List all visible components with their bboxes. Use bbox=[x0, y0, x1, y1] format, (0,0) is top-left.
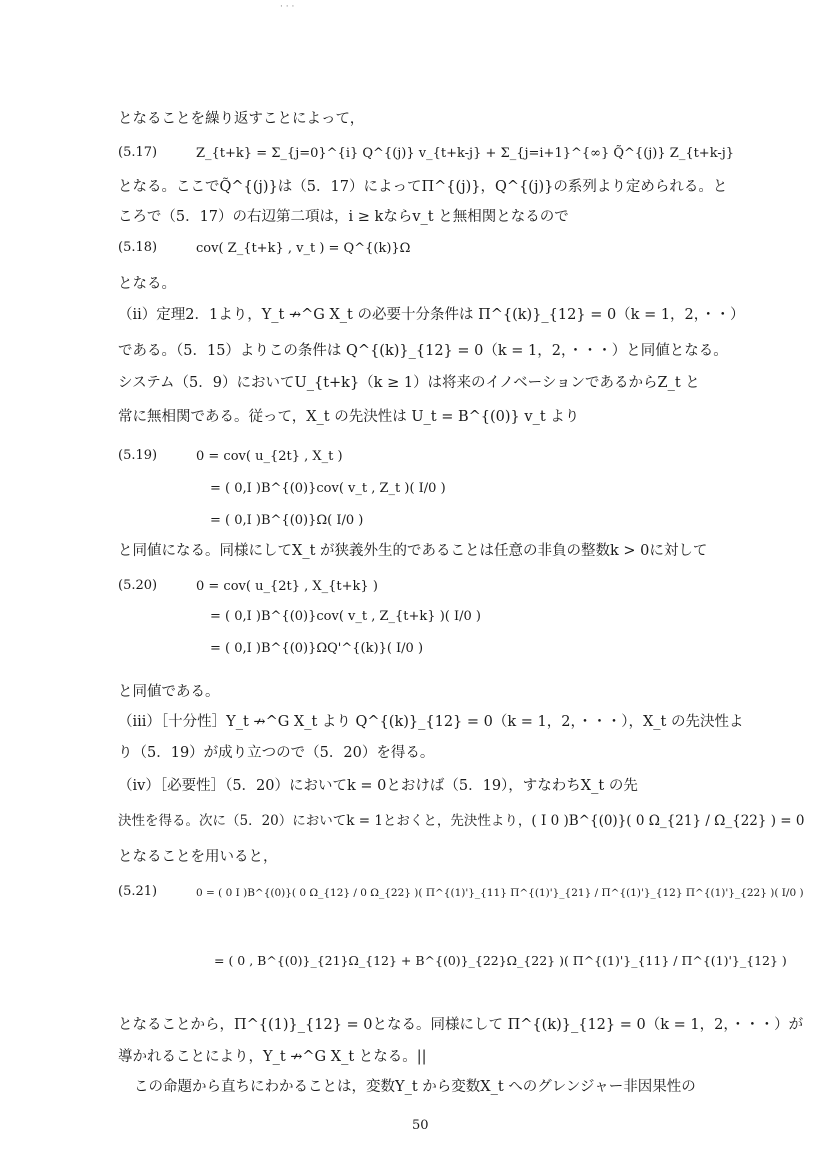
text-line: 導かれることにより，Y_t ↛^G X_t となる。|| bbox=[118, 1049, 427, 1065]
equation: = ( 0,I )B^{(0)}Ω( I/0 ) bbox=[210, 513, 364, 528]
scan-mark: · · · bbox=[280, 2, 295, 12]
equation: = ( 0,I )B^{(0)}ΩQ'^{(k)}( I/0 ) bbox=[210, 641, 424, 656]
equation: 0 = ( 0 I )B^{(0)}( 0 Ω_{12} / 0 Ω_{22} )( Π^{(1)'}_{11} Π^{(1)'}_{21} / Π^{(1)'}_{12} Π^{(1)'}_{22} )( I/0 ) bbox=[196, 887, 804, 899]
equation-number: (5.19) bbox=[118, 448, 158, 463]
text-line: となる。ここでQ̃^{(j)}は（5．17）によってΠ^{(j)}，Q^{(j)}の系列より定められる。と bbox=[118, 179, 728, 195]
equation: cov( Z_{t+k} , v_t ) = Q^{(k)}Ω bbox=[196, 241, 411, 256]
text-line: この命題から直ちにわかることは，変数Y_t から変数X_t へのグレンジャー非因果性の bbox=[134, 1079, 696, 1095]
equation: = ( 0,I )B^{(0)}cov( v_t , Z_{t+k} )( I/0 ) bbox=[210, 609, 481, 624]
text-line: となることを繰り返すことによって， bbox=[118, 111, 365, 127]
page-number: 50 bbox=[412, 1118, 429, 1133]
text-line: （iv）［必要性］（5．20）においてk = 0とおけば（5．19），すなわちX_t の先 bbox=[118, 778, 638, 794]
equation: = ( 0 , B^{(0)}_{21}Ω_{12} + B^{(0)}_{22}Ω_{22} )( Π^{(1)'}_{11} / Π^{(1)'}_{12} ) bbox=[214, 953, 787, 968]
text-line: 常に無相関である。従って，X_t の先決性は U_t = B^{(0)} v_t より bbox=[118, 409, 580, 425]
equation: 0 = cov( u_{2t} , X_{t+k} ) bbox=[196, 579, 378, 594]
equation: 0 = cov( u_{2t} , X_t ) bbox=[196, 449, 343, 464]
text-line: 決性を得る。次に（5．20）においてk = 1とおくと，先決性より，( I 0 )B^{(0)}( 0 Ω_{21} / Ω_{22} ) = 0 bbox=[118, 813, 805, 829]
equation: Z_{t+k} = Σ_{j=0}^{i} Q^{(j)} v_{t+k-j} + Σ_{j=i+1}^{∞} Q̃^{(j)} Z_{t+k-j} bbox=[196, 146, 735, 161]
equation-number: (5.21) bbox=[118, 884, 158, 899]
text-line: ころで（5．17）の右辺第二項は，i ≥ kならv_t と無相関となるので bbox=[118, 209, 569, 225]
text-line: （ii）定理2．1より，Y_t ↛^G X_t の必要十分条件は Π^{(k)}_{12} = 0（k = 1，2，・・） bbox=[118, 307, 745, 323]
equation: = ( 0,I )B^{(0)}cov( v_t , Z_t )( I/0 ) bbox=[210, 481, 446, 496]
text-line: り（5．19）が成り立つので（5．20）を得る。 bbox=[118, 745, 435, 761]
text-line: と同値である。 bbox=[118, 684, 220, 700]
text-line: となることから，Π^{(1)}_{12} = 0となる。同様にして Π^{(k)}_{12} = 0（k = 1，2，・・・）が bbox=[118, 1017, 804, 1033]
text-line: である。（5．15）よりこの条件は Q^{(k)}_{12} = 0（k = 1，2，・・・）と同値となる。 bbox=[118, 343, 728, 359]
equation-number: (5.20) bbox=[118, 578, 158, 593]
text-line: となることを用いると， bbox=[118, 849, 278, 865]
text-line: システム（5．9）においてU_{t+k}（k ≥ 1）は将来のイノベーションであるからZ_t と bbox=[118, 375, 700, 391]
text-line: （iii）［十分性］Y_t ↛^G X_t より Q^{(k)}_{12} = 0（k = 1，2，・・・），X_t の先決性よ bbox=[118, 714, 744, 730]
equation-number: (5.18) bbox=[118, 240, 158, 255]
text-line: となる。 bbox=[118, 276, 176, 292]
text-line: と同値になる。同様にしてX_t が狭義外生的であることは任意の非負の整数k > 0に対して bbox=[118, 543, 708, 559]
equation-number: (5.17) bbox=[118, 145, 158, 160]
